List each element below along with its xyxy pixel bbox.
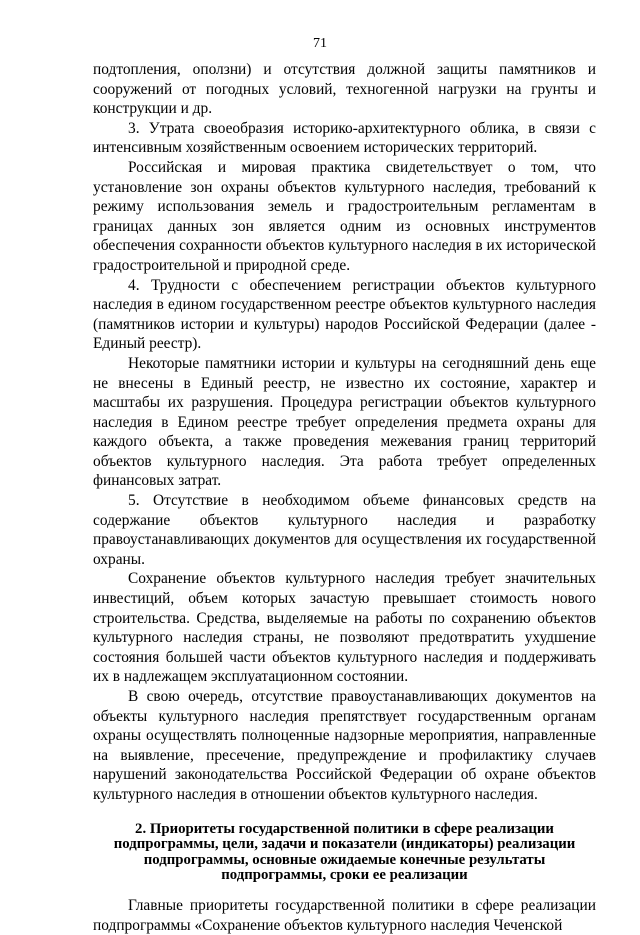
paragraph-investments: Сохранение объектов культурного наследия требует значительных инвестиций, объем которых зачастую превышает стоимость нового строительства. Средства, выделяемые на работы по сохранению объектов культурного наследия страны, не позволяют предотвратить ухудшение состояния большей части объектов культурного наследия и поддерживать их в надлежащем эксплуатационном состоянии. [93, 570, 596, 686]
paragraph-priorities: Главные приоритеты государственной политики в сфере реализации подпрограммы «Сохранение объектов культурного наследия Чеченской [93, 896, 596, 934]
paragraph-item-3: 3. Утрата своеобразия историко-архитектурного облика, в связи с интенсивным хозяйственным освоением исторических территорий. [93, 119, 596, 157]
paragraph-registry: Некоторые памятники истории и культуры на сегодняшний день еще не внесены в Единый реестр, не известно их состояние, характер и масштабы их разрушения. Процедура регистрации объектов культурного наследия в Едином реестре требует определения предмета охраны для каждого объекта, а также проведения межевания границ территорий объектов культурного наследия. Эта работа требует определенных финансовых затрат. [93, 354, 596, 490]
page-number: 71 [313, 36, 327, 51]
section-heading: 2. Приоритеты государственной политики в сфере реализации подпрограммы, цели, задачи и показатели (индикаторы) реализации подпрограммы, основные ожидаемые конечные результаты подпрограммы, сроки ее реализации [113, 820, 576, 884]
paragraph-item-5: 5. Отсутствие в необходимом объеме финансовых средств на содержание объектов культурного наследия и разработку правоустанавливающих документов для осуществления их государственной охраны. [93, 492, 596, 568]
paragraph-practice: Российская и мировая практика свидетельствует о том, что установление зон охраны объектов культурного наследия, требований к режиму использования земель и градостроительным регламентам в границах данных зон является одним из основных инструментов обеспечения сохранности объектов культурного наследия в их исторической градостроительной и природной среде. [93, 158, 596, 274]
paragraph-continuation: подтопления, оползни) и отсутствия должной защиты памятников и сооружений от погодных условий, техногенной нагрузки на грунты и конструкции и др. [93, 61, 596, 118]
document-body [93, 60, 596, 935]
paragraph-documents: В свою очередь, отсутствие правоустанавливающих документов на объекты культурного наследия препятствует государственным органам охраны осуществлять полноценные надзорные мероприятия, направленные на выявление, пресечение, предупреждение и профилактику случаев нарушений законодательства Российской Федерации об охране объектов культурного наследия в отношении объектов культурного наследия. [93, 688, 596, 803]
paragraph-item-4: 4. Трудности с обеспечением регистрации объектов культурного наследия в едином государственном реестре объектов культурного наследия (памятников истории и культуры) народов Российской Федерации (далее - Единый реестр). [93, 276, 596, 353]
